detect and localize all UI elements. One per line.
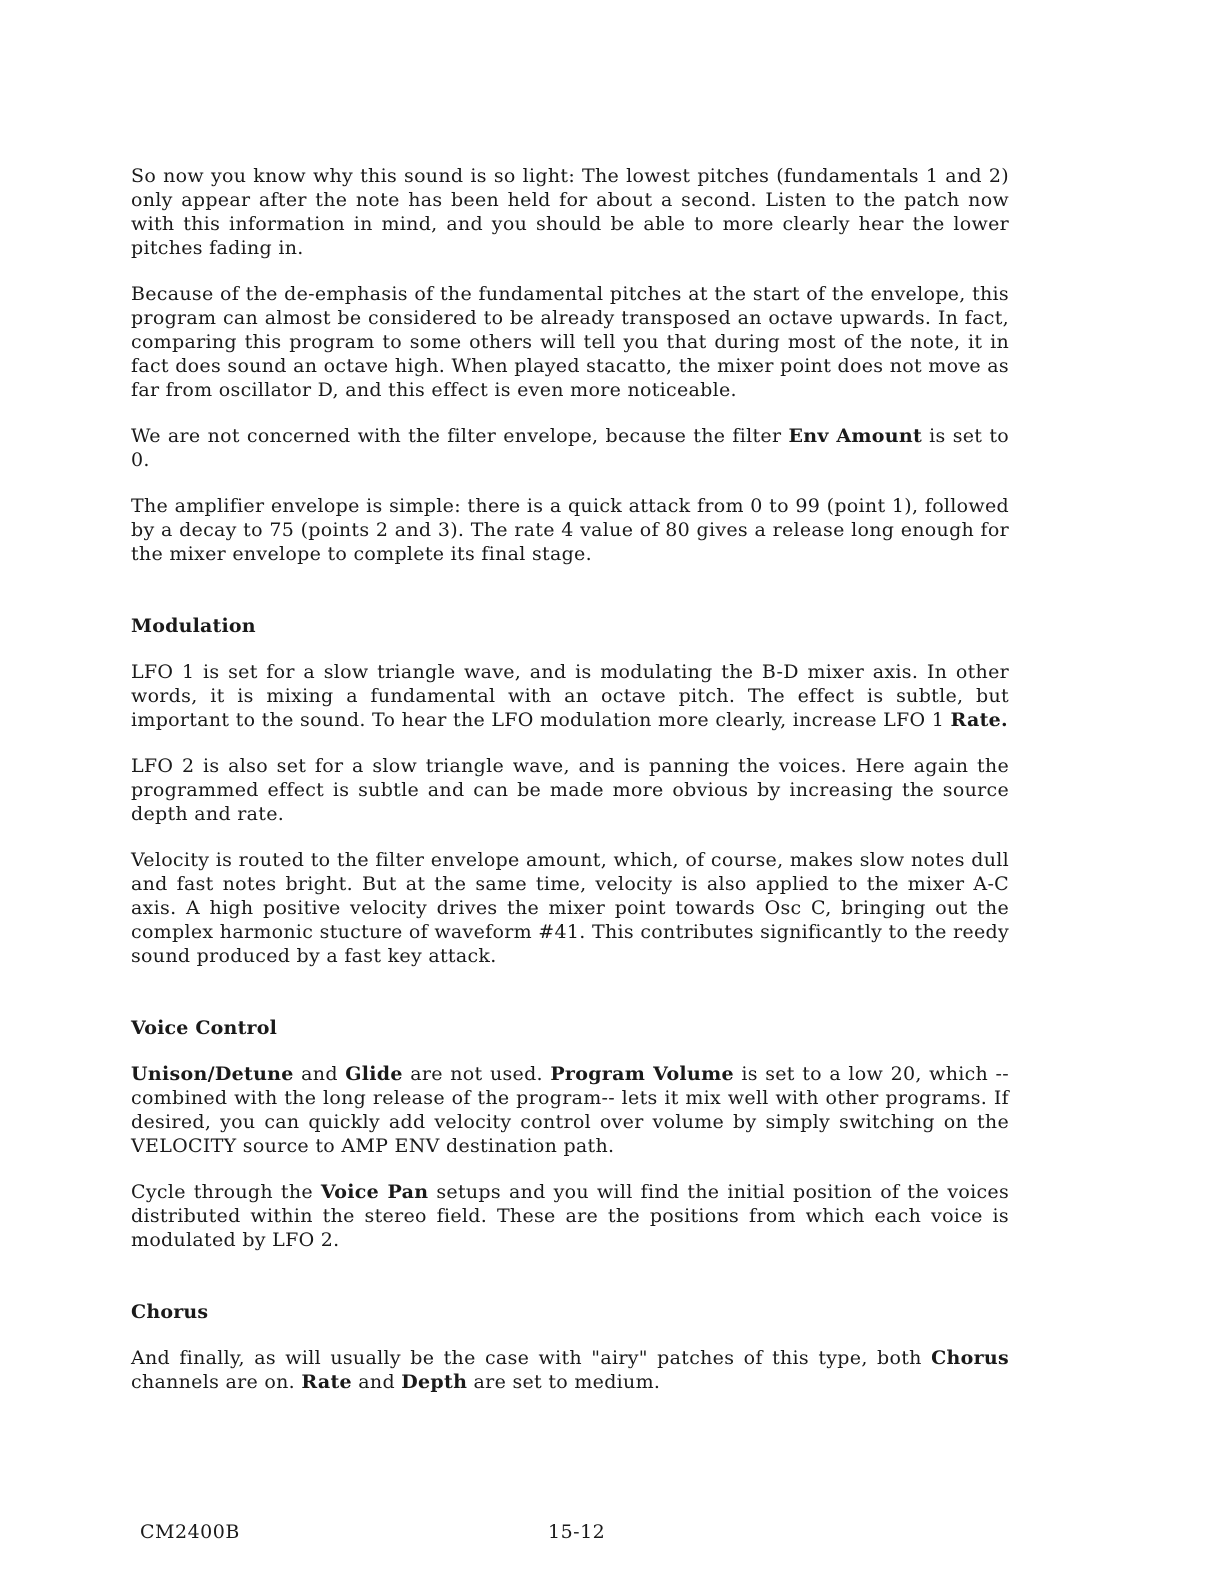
term-rate: Rate. (950, 709, 1008, 731)
footer-document-code: CM2400B (140, 1521, 240, 1543)
text-segment: are not used. (402, 1063, 551, 1085)
paragraph-amplifier-envelope: The amplifier envelope is simple: there is a quick attack from 0 to 99 (point 1), followed by a decay to 75 (points 2 and 3). The rate 4 value of 80 gives a release long enough for the mixer envelope to complete its final stage. (131, 495, 1009, 565)
text-segment: is set to 0. (131, 425, 1009, 471)
term-env-amount: Env Amount (788, 425, 923, 447)
text-segment: channels are on. (131, 1371, 302, 1393)
text-segment: and (351, 1371, 402, 1393)
text-segment: LFO 1 is set for a slow triangle wave, and is modulating the B-D mixer axis. In other words, it is mixing a fundamental with an octave pitch. The effect is subtle, but important to the sound. To hear the LFO modulation more clearly, increase LFO 1 (131, 661, 1009, 731)
term-unison-detune: Unison/Detune (131, 1063, 294, 1085)
paragraph-octave-upwards: Because of the de-emphasis of the fundamental pitches at the start of the envelope, this program can almost be considered to be already transposed an octave upwards. In fact, comparing this program to some others will tell you that during most of the note, it in fact does sound an octave high. When played stacatto, the mixer point does not move as far from oscillator D, and this effect is even more noticeable. (131, 283, 1009, 401)
document-body (131, 164, 1009, 1394)
term-glide: Glide (345, 1063, 403, 1085)
paragraph-light-sound: So now you know why this sound is so light: The lowest pitches (fundamentals 1 and 2) only appear after the note has been held for about a second. Listen to the patch now with this information in mind, and you should be able to more clearly hear the lower pitches fading in. (131, 165, 1009, 259)
paragraph-lfo2: LFO 2 is also set for a slow triangle wave, and is panning the voices. Here again the programmed effect is subtle and can be made more obvious by increasing the source depth and rate. (131, 755, 1009, 825)
term-voice-pan: Voice Pan (320, 1181, 429, 1203)
term-chorus: Chorus (931, 1347, 1009, 1369)
paragraph-voice-pan (131, 1180, 1009, 1252)
heading-modulation: Modulation (131, 615, 256, 637)
paragraph-lfo1 (131, 660, 1009, 732)
paragraph-chorus (131, 1346, 1009, 1394)
heading-voice-control: Voice Control (131, 1017, 278, 1039)
text-segment: We are not concerned with the filter envelope, because the filter (131, 425, 789, 447)
text-segment: is set to a low 20, which -- combined with the long release of the program-- lets it mix well with other programs. If desired, you can quickly add velocity control over volume by simply switching on the VELOCITY source to AMP ENV destination path. (131, 1063, 1009, 1157)
text-segment: And finally, as will usually be the case with "airy" patches of this type, both (131, 1347, 932, 1369)
paragraph-filter-envelope (131, 424, 1009, 472)
paragraph-velocity: Velocity is routed to the filter envelope amount, which, of course, makes slow notes dull and fast notes bright. But at the same time, velocity is also applied to the mixer A-C axis. A high positive velocity drives the mixer point towards Osc C, bringing out the complex harmonic stucture of waveform #41. This contributes significantly to the reedy sound produced by a fast key attack. (131, 849, 1009, 967)
footer-page-number: 15-12 (548, 1521, 606, 1543)
text-segment: are set to medium. (467, 1371, 661, 1393)
text-segment: and (293, 1063, 346, 1085)
term-program-volume: Program Volume (550, 1063, 734, 1085)
text-segment: Cycle through the (131, 1181, 321, 1203)
paragraph-unison-glide (131, 1062, 1009, 1158)
term-depth: Depth (401, 1371, 468, 1393)
term-rate: Rate (301, 1371, 352, 1393)
text-segment: setups and you will find the initial position of the voices distributed within the stereo field. These are the positions from which each voice is modulated by LFO 2. (131, 1181, 1010, 1251)
heading-chorus: Chorus (131, 1301, 209, 1323)
